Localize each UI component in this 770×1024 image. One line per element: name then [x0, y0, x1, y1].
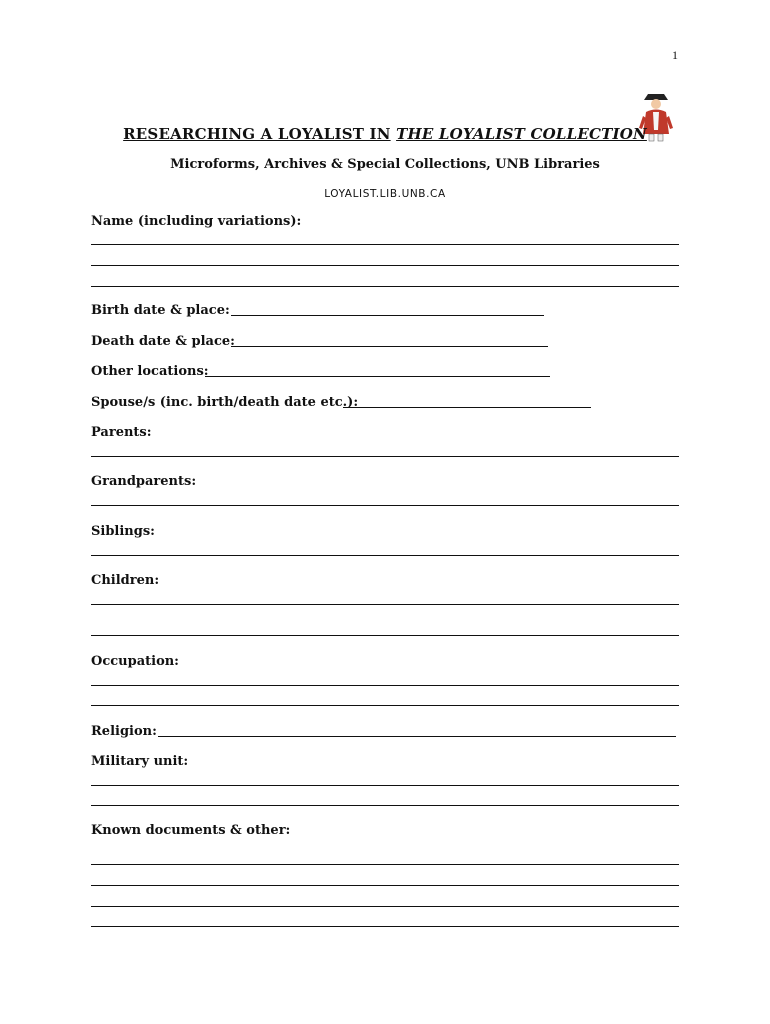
spouse-label: Spouse/s (inc. birth/death date etc.):: [91, 395, 359, 410]
known-documents-line-2[interactable]: [91, 885, 679, 886]
known-documents-line-1[interactable]: [91, 864, 679, 865]
children-line-1[interactable]: [91, 604, 679, 605]
death-label: Death date & place:: [91, 334, 235, 349]
military-unit-line-2[interactable]: [91, 805, 679, 806]
name-line-3[interactable]: [91, 286, 679, 287]
occupation-label: Occupation:: [91, 654, 179, 669]
page-number: 1: [672, 48, 678, 62]
military-unit-label: Military unit:: [91, 754, 189, 769]
children-line-2[interactable]: [91, 635, 679, 636]
website-address: LOYALIST.LIB.UNB.CA: [324, 188, 446, 200]
other-locations-line[interactable]: [205, 376, 550, 377]
document-subtitle: Microforms, Archives & Special Collections, UNB Libraries: [170, 157, 600, 172]
birth-line[interactable]: [231, 315, 544, 316]
grandparents-line[interactable]: [91, 505, 679, 506]
title-collection: THE LOYALIST COLLECTION: [396, 125, 647, 143]
birth-label: Birth date & place:: [91, 303, 230, 318]
siblings-line[interactable]: [91, 555, 679, 556]
religion-label: Religion:: [91, 724, 157, 739]
occupation-line-1[interactable]: [91, 685, 679, 686]
children-label: Children:: [91, 573, 160, 588]
spouse-line[interactable]: [343, 407, 591, 408]
parents-label: Parents:: [91, 425, 152, 440]
parents-line[interactable]: [91, 456, 679, 457]
known-documents-label: Known documents & other:: [91, 823, 291, 838]
religion-line[interactable]: [158, 736, 676, 737]
known-documents-line-4[interactable]: [91, 926, 679, 927]
siblings-label: Siblings:: [91, 524, 155, 539]
name-line-2[interactable]: [91, 265, 679, 266]
title-prefix: RESEARCHING A LOYALIST IN: [123, 125, 391, 143]
military-unit-line-1[interactable]: [91, 785, 679, 786]
name-label: Name (including variations):: [91, 214, 302, 229]
other-locations-label: Other locations:: [91, 364, 209, 379]
death-line[interactable]: [231, 346, 548, 347]
name-line-1[interactable]: [91, 244, 679, 245]
occupation-line-2[interactable]: [91, 705, 679, 706]
known-documents-line-3[interactable]: [91, 906, 679, 907]
document-title: [0, 125, 770, 143]
grandparents-label: Grandparents:: [91, 474, 197, 489]
